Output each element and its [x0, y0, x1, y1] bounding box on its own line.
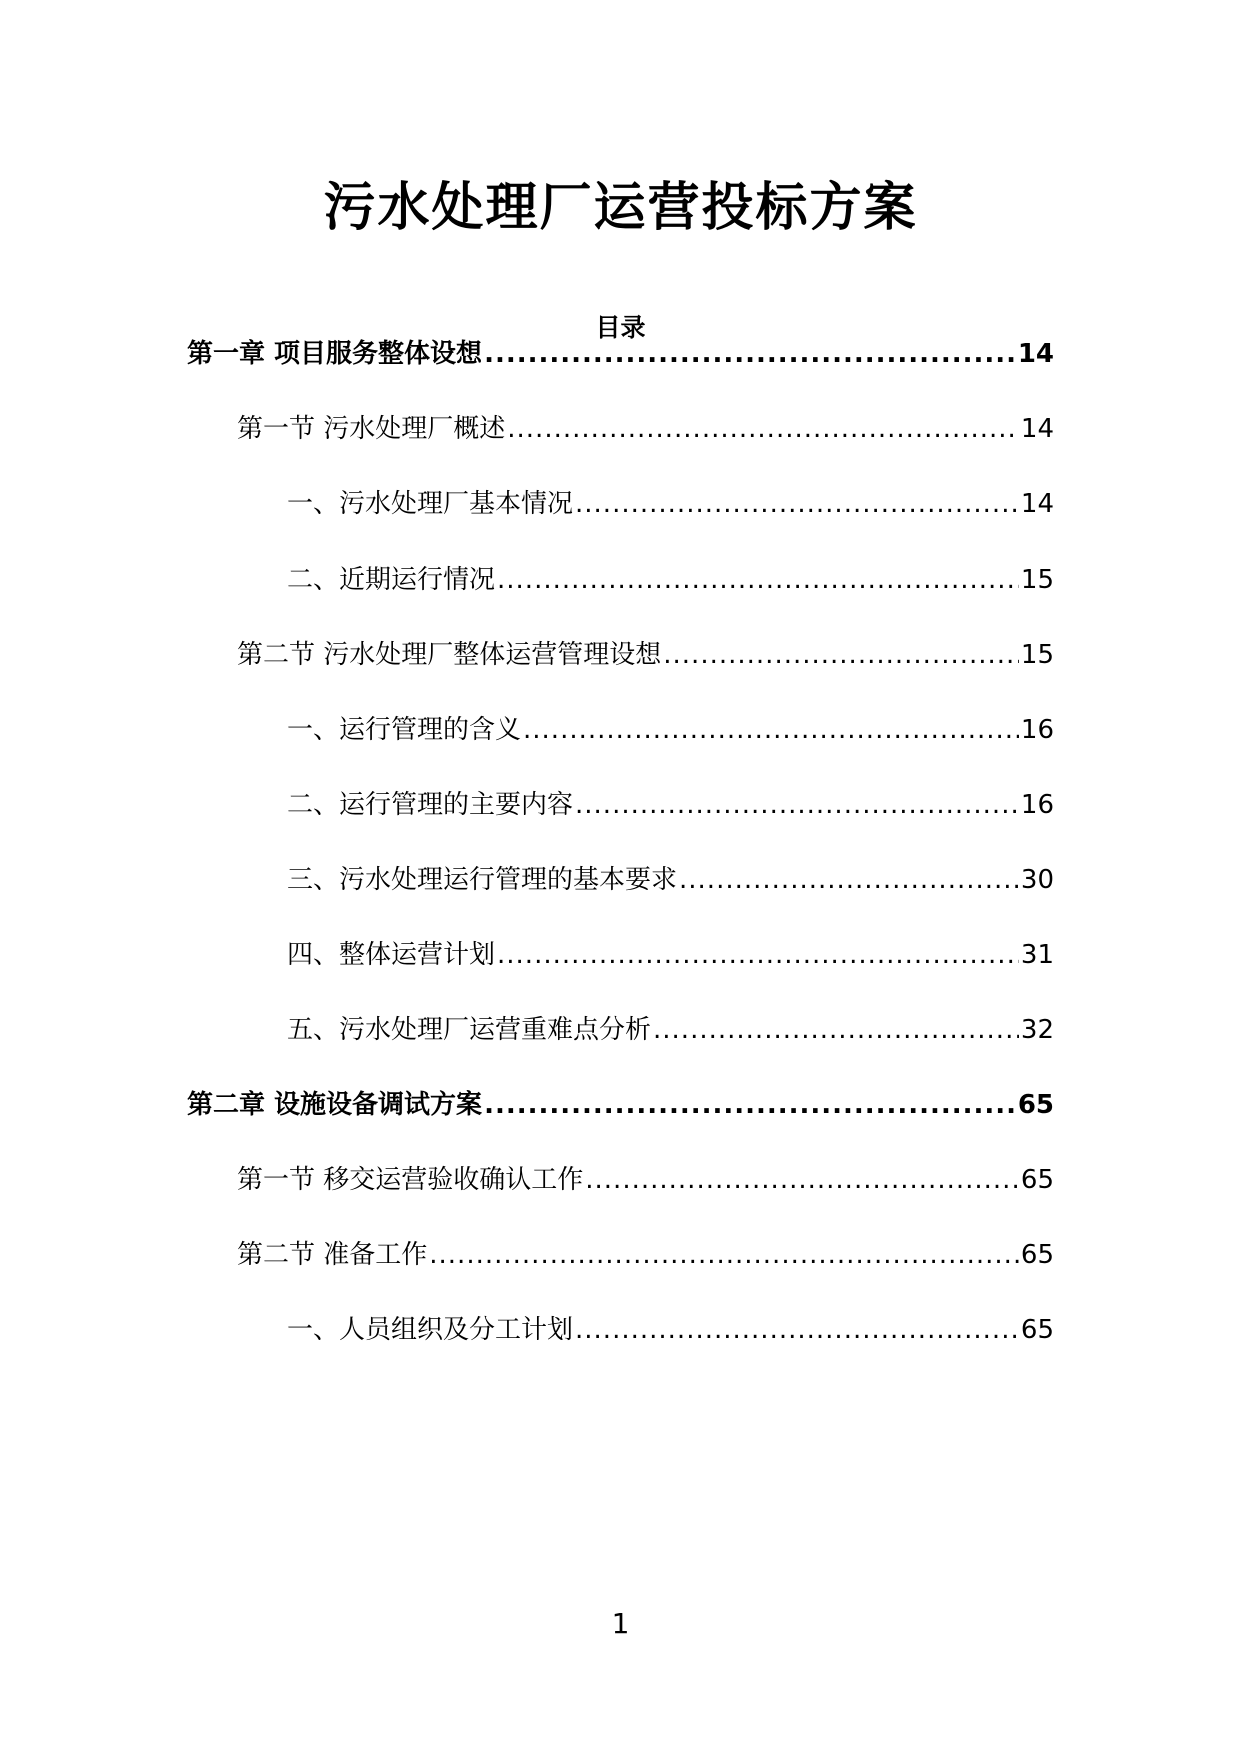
toc-entry-label: 四、整体运营计划: [287, 940, 496, 970]
toc-entry[interactable]: [237, 1235, 1054, 1275]
toc-entry[interactable]: [287, 560, 1054, 600]
document-title: 污水处理厂运营投标方案: [323, 178, 918, 238]
toc-entry-label: 一、污水处理厂基本情况: [287, 489, 574, 519]
toc-entry-label: 二、近期运行情况: [287, 565, 496, 595]
toc-heading: 目录: [595, 313, 646, 342]
toc-leader: [663, 635, 1019, 675]
toc-entry-page: 30: [1020, 865, 1054, 895]
toc-entry-label: 二、运行管理的主要内容: [287, 790, 574, 820]
toc-entry-page: 31: [1020, 940, 1054, 970]
toc-entry-page: 15: [1020, 640, 1054, 670]
toc-entry-page: 14: [1020, 489, 1054, 519]
toc-entry[interactable]: [287, 935, 1054, 975]
toc-entry-page: 65: [1020, 1315, 1054, 1345]
toc-leader: [575, 785, 1019, 825]
toc-entry-label: 第一节 污水处理厂概述: [237, 414, 506, 444]
toc-entry[interactable]: [287, 1010, 1054, 1050]
toc-entry-page: 32: [1020, 1015, 1054, 1045]
toc-entry[interactable]: [287, 710, 1054, 750]
toc-entry-label: 五、污水处理厂运营重难点分析: [287, 1015, 652, 1045]
toc-entry[interactable]: [287, 1310, 1054, 1350]
toc-leader: [679, 860, 1019, 900]
toc-entry[interactable]: [237, 1160, 1054, 1200]
toc-entry[interactable]: [237, 635, 1054, 675]
toc-leader: [575, 484, 1019, 524]
toc-entry-page: 65: [1020, 1165, 1054, 1195]
toc-entry[interactable]: [187, 1085, 1054, 1125]
toc-entry[interactable]: [287, 860, 1054, 900]
toc-entry-label: 第二章 设施设备调试方案: [187, 1090, 483, 1120]
toc-leader: [653, 1010, 1019, 1050]
toc-entry-page: 65: [1020, 1240, 1054, 1270]
toc-entry-page: 15: [1020, 565, 1054, 595]
toc-leader: [497, 935, 1019, 975]
toc-entry-label: 一、运行管理的含义: [287, 715, 522, 745]
toc-entry[interactable]: [187, 334, 1054, 374]
toc-leader: [497, 560, 1019, 600]
toc-entry-page: 14: [1020, 414, 1054, 444]
toc-entry-label: 第二节 准备工作: [237, 1240, 428, 1270]
toc-entry-page: 16: [1020, 715, 1054, 745]
toc-leader: [585, 1160, 1019, 1200]
toc-entry-label: 第一章 项目服务整体设想: [187, 339, 483, 369]
toc-entry-page: 14: [1017, 339, 1054, 369]
toc-leader: [484, 1085, 1016, 1125]
toc-entry-label: 第二节 污水处理厂整体运营管理设想: [237, 640, 662, 670]
toc-leader: [507, 409, 1019, 449]
toc-entry-label: 第一节 移交运营验收确认工作: [237, 1165, 584, 1195]
toc-entry-label: 三、污水处理运行管理的基本要求: [287, 865, 678, 895]
toc-leader: [523, 710, 1019, 750]
toc-entry[interactable]: [287, 785, 1054, 825]
toc-entry-page: 65: [1017, 1090, 1054, 1120]
toc-leader: [484, 334, 1016, 374]
toc-entry-label: 一、人员组织及分工计划: [287, 1315, 574, 1345]
toc-leader: [575, 1310, 1019, 1350]
toc-entry-page: 16: [1020, 790, 1054, 820]
toc-entry[interactable]: [237, 409, 1054, 449]
toc-entry[interactable]: [287, 484, 1054, 524]
page-number: 1: [611, 1607, 630, 1640]
toc-leader: [429, 1235, 1019, 1275]
